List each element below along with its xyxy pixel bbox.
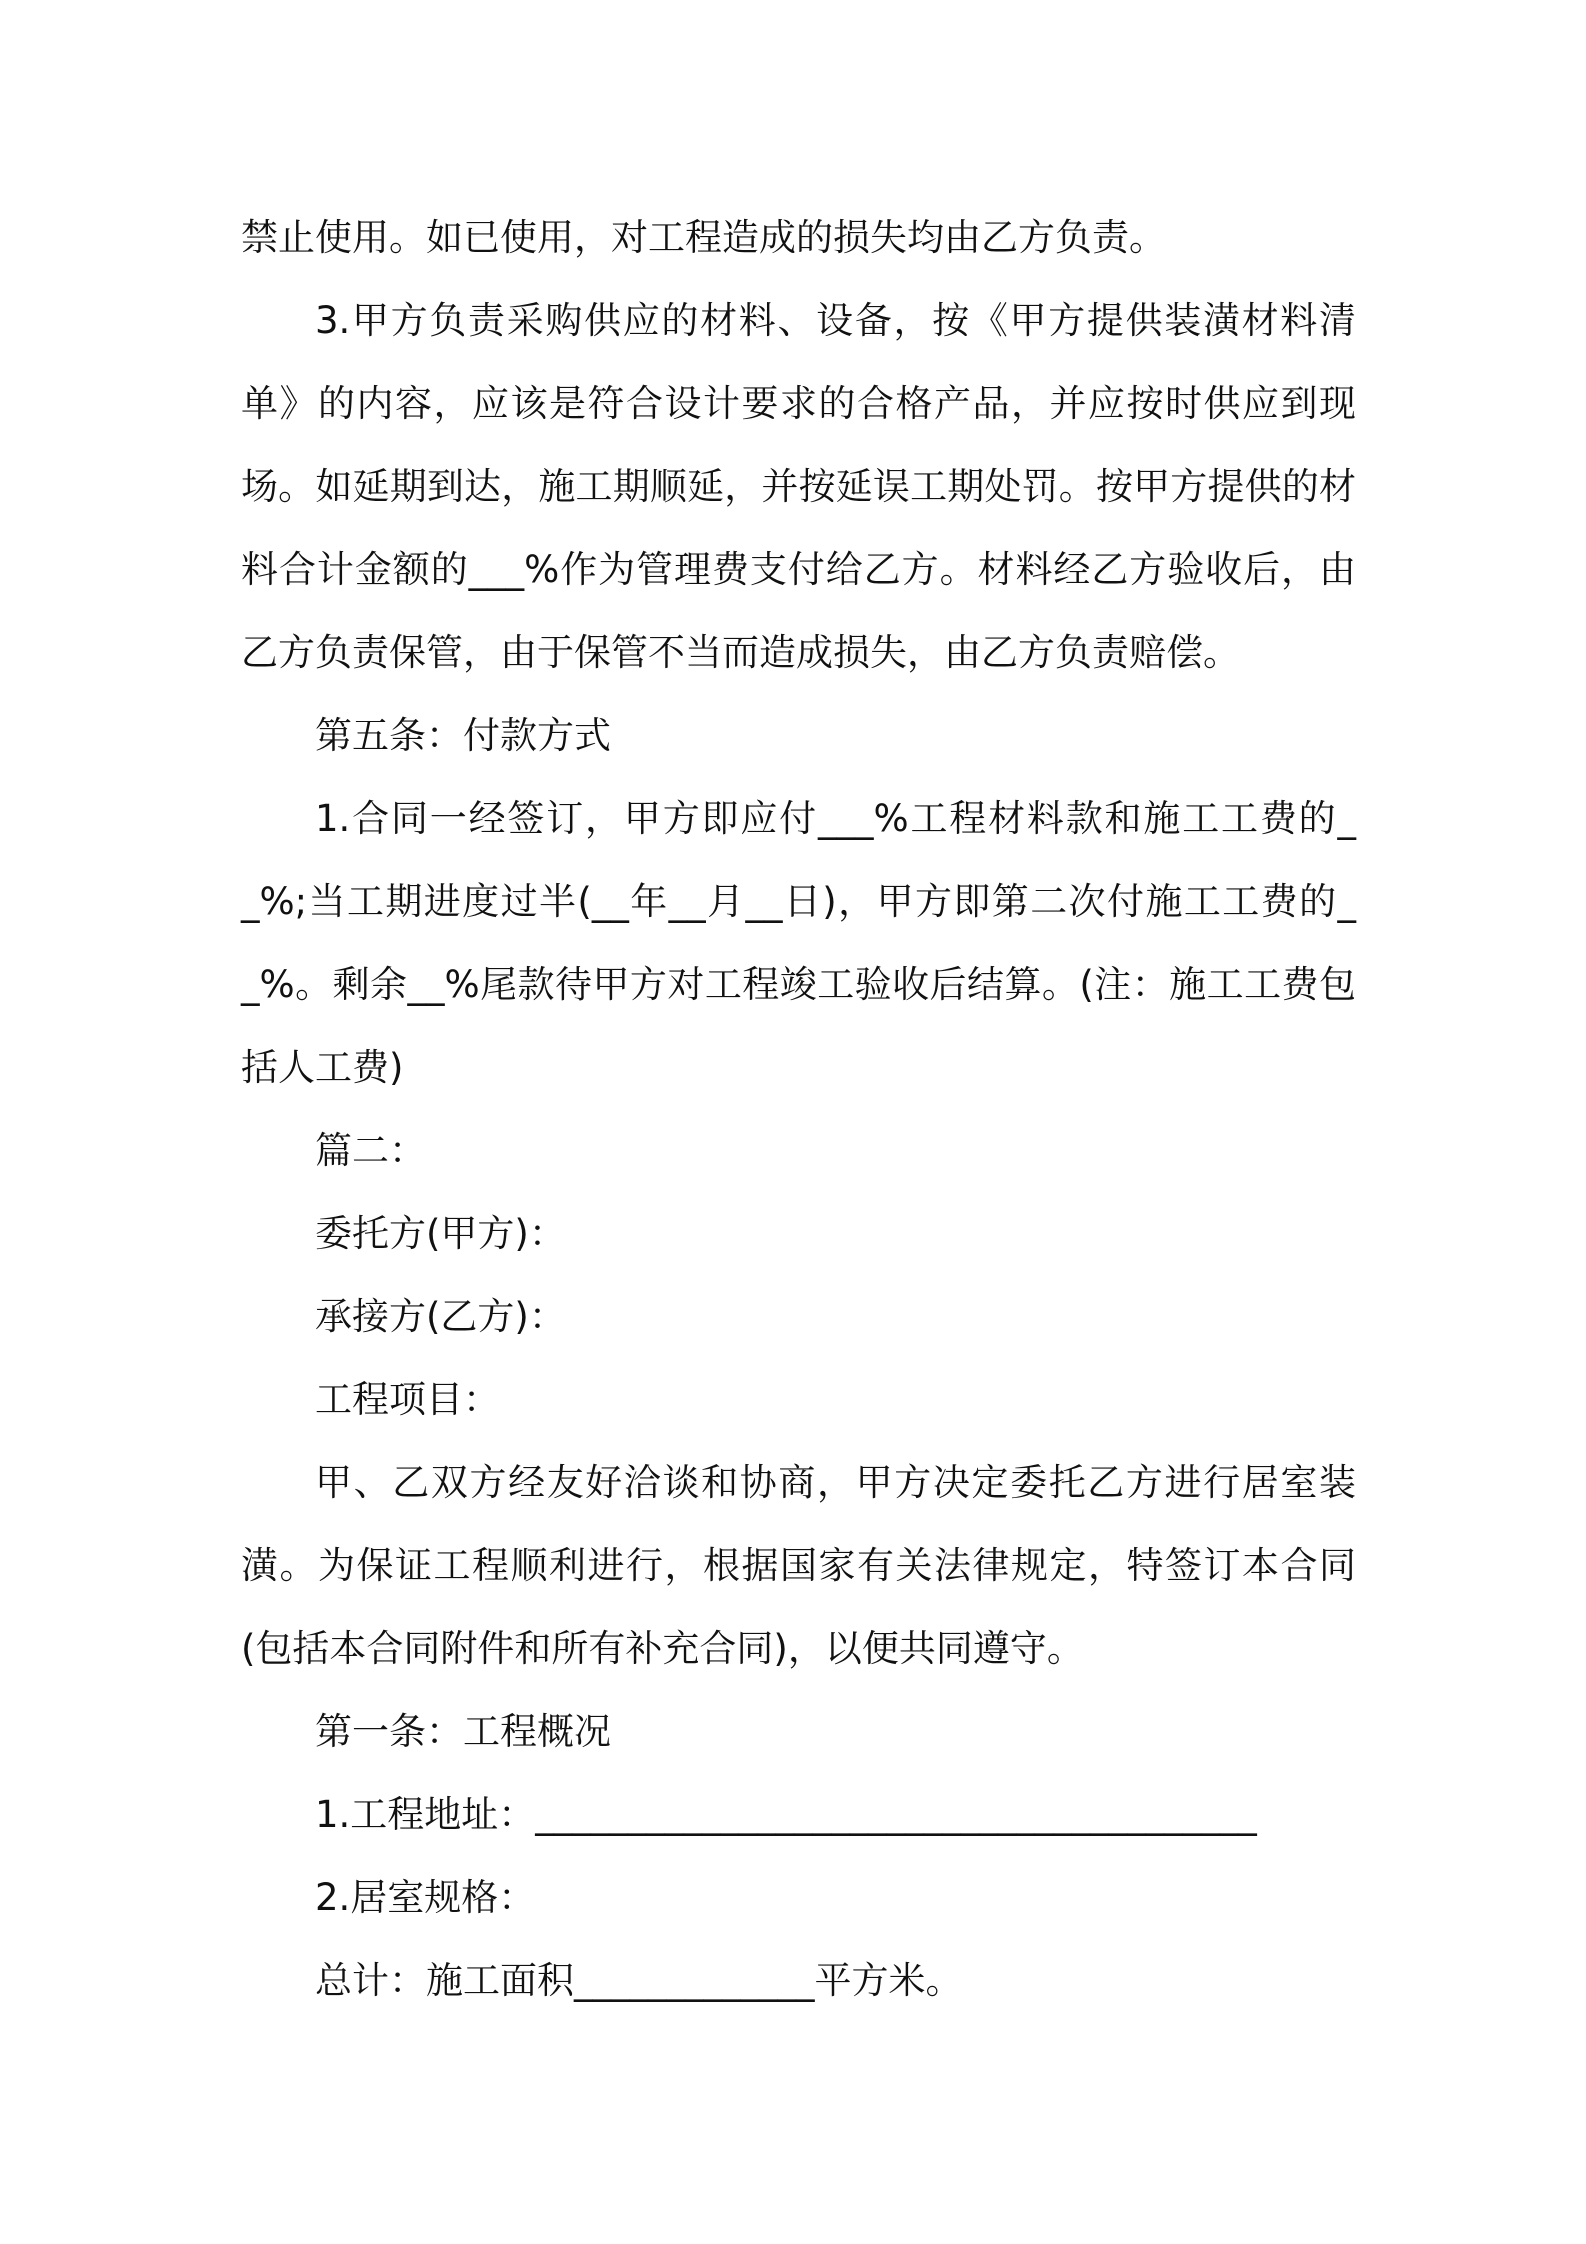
heading-part-two: 篇二： (315, 1129, 426, 1172)
contract-body (241, 196, 1356, 2022)
field-client-party-a: 委托方(甲方)： (315, 1212, 566, 1255)
field-project: 工程项目： (315, 1378, 500, 1421)
paragraph-party-a-materials: 3.甲方负责采购供应的材料、设备，按《甲方提供装潢材料清单》的内容，应该是符合设计要求的合格产品，并应按时供应到现场。如延期到达，施工期顺延，并按延误工期处罚。按甲方提供的材料合计金额的___%作为管理费支付给乙方。材料经乙方验收后，由乙方负责保管，由于保管不当而造成损失，由乙方负责赔偿。 (241, 299, 1356, 674)
field-room-specs: 2.居室规格： (315, 1876, 536, 1919)
paragraph-payment-schedule: 1.合同一经签订，甲方即应付___%工程材料款和施工工费的__%;当工期进度过半(__年__月__日)，甲方即第二次付施工工费的__%。剩余__%尾款待甲方对工程竣工验收后结算。(注：施工工费包括人工费) (241, 797, 1356, 1089)
heading-article-5-payment: 第五条：付款方式 (315, 714, 611, 757)
paragraph-materials-prohibited: 禁止使用。如已使用，对工程造成的损失均由乙方负责。 (241, 216, 1166, 259)
field-project-address: 1.工程地址：_______________________________________ (315, 1793, 1257, 1836)
heading-article-1-overview: 第一条：工程概况 (315, 1710, 611, 1753)
paragraph-agreement-preamble: 甲、乙双方经友好洽谈和协商，甲方决定委托乙方进行居室装潢。为保证工程顺利进行，根据国家有关法律规定，特签订本合同(包括本合同附件和所有补充合同)，以便共同遵守。 (241, 1461, 1356, 1670)
field-contractor-party-b: 承接方(乙方)： (315, 1295, 566, 1338)
field-total-area: 总计：施工面积_____________平方米。 (315, 1959, 963, 2002)
